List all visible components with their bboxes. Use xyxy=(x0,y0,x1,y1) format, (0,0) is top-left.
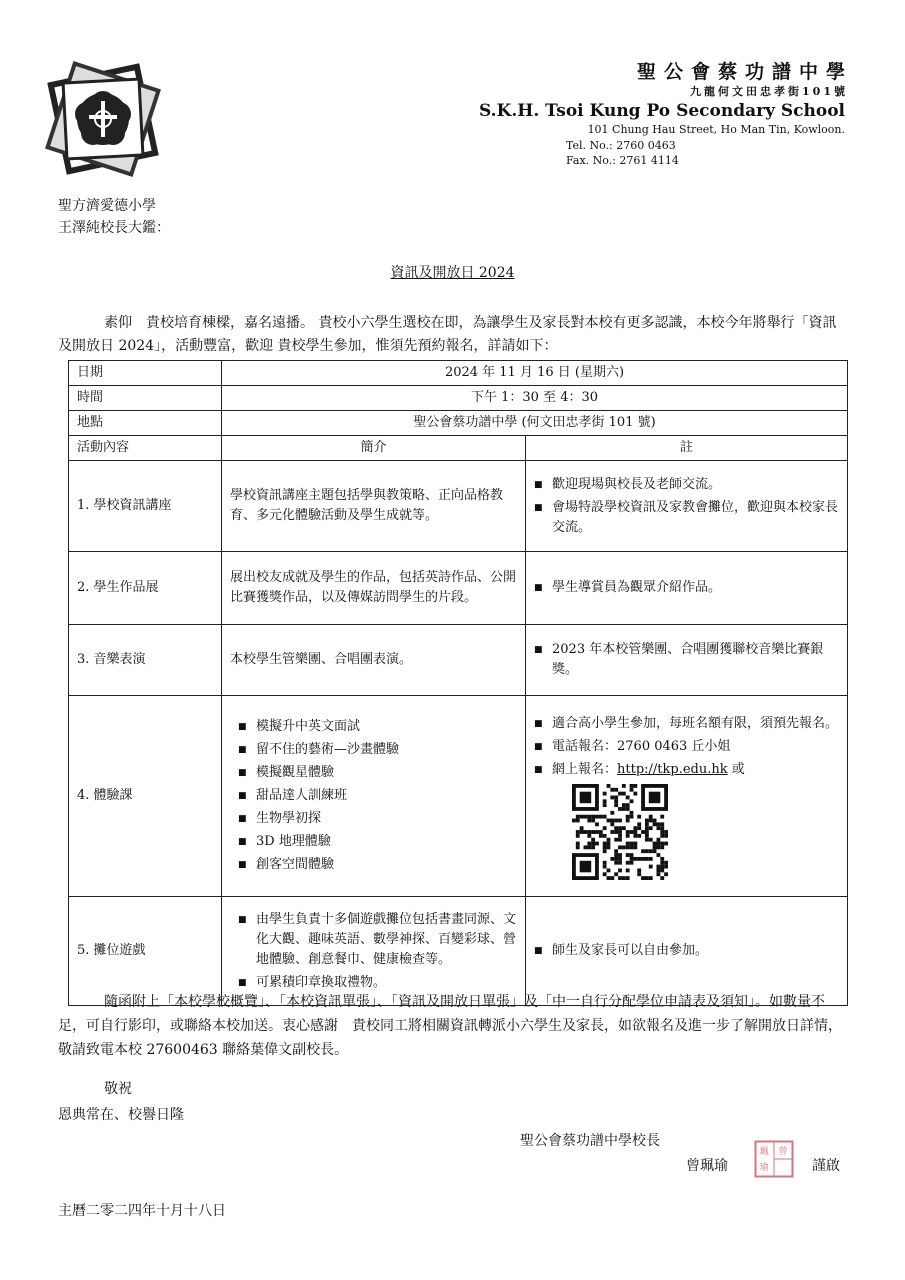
qr-module xyxy=(626,868,630,872)
letter-title-text: 資訊及開放日 2024 xyxy=(390,265,515,281)
qr-module xyxy=(610,830,614,834)
qr-module xyxy=(641,876,645,880)
intro-item: ■ 3D 地理體驗 xyxy=(238,832,517,852)
qr-module xyxy=(626,845,630,849)
qr-module xyxy=(630,830,634,834)
qr-module xyxy=(664,872,668,876)
qr-module xyxy=(607,841,611,845)
time-label: 時間 xyxy=(69,386,222,411)
qr-module xyxy=(630,860,634,864)
qr-module xyxy=(660,841,664,845)
qr-module xyxy=(637,814,641,818)
table-row xyxy=(69,411,848,436)
qr-module xyxy=(622,807,626,811)
qr-module xyxy=(664,864,668,868)
qr-module xyxy=(637,868,641,872)
qr-module xyxy=(664,830,668,834)
activity-name: 4. 體驗課 xyxy=(69,696,222,897)
address-zh: 九龍何文田忠孝街101號 xyxy=(690,85,848,98)
qr-module xyxy=(649,864,653,868)
qr-module xyxy=(622,826,626,830)
qr-module xyxy=(610,810,614,814)
intro-item: ■ 模擬升中英文面試 xyxy=(238,717,517,737)
qr-module xyxy=(656,822,660,826)
qr-module xyxy=(584,814,588,818)
qr-module xyxy=(603,814,607,818)
table-row xyxy=(69,625,848,696)
regards: 敬祝 xyxy=(104,1081,132,1097)
qr-module xyxy=(591,841,595,845)
qr-module xyxy=(591,837,595,841)
qr-module xyxy=(614,856,618,860)
qr-module xyxy=(626,818,630,822)
qr-module xyxy=(587,830,591,834)
principal-title: 聖公會蔡功譜中學校長 xyxy=(520,1133,660,1149)
table-row xyxy=(69,361,848,386)
qr-module xyxy=(618,853,622,857)
principal-name: 曾珮瑜 xyxy=(686,1158,728,1174)
fax-number: Fax. No.: 2761 4114 xyxy=(566,154,679,167)
qr-module xyxy=(664,841,668,845)
qr-module xyxy=(580,826,584,830)
qr-module xyxy=(649,814,653,818)
qr-module xyxy=(626,841,630,845)
qr-finder xyxy=(580,791,592,803)
seal-stamp-icon xyxy=(754,1140,794,1178)
qr-module xyxy=(626,795,630,799)
qr-code-icon[interactable] xyxy=(572,784,668,880)
activity-intro: 學校資訊講座主題包括學與教策略、正向品格教育、多元化體驗活動及學生成就等。 xyxy=(222,461,526,552)
qr-module xyxy=(645,837,649,841)
qr-module xyxy=(660,830,664,834)
svg-text:珮: 珮 xyxy=(759,1147,769,1157)
qr-module xyxy=(618,830,622,834)
qr-module xyxy=(587,833,591,837)
qr-module xyxy=(641,856,645,860)
qr-module xyxy=(653,822,657,826)
qr-module xyxy=(599,830,603,834)
qr-module xyxy=(645,826,649,830)
letter-title xyxy=(0,262,905,282)
qr-module xyxy=(580,830,584,834)
addressee xyxy=(58,195,170,239)
svg-text:曾: 曾 xyxy=(778,1147,788,1157)
qr-module xyxy=(645,818,649,822)
qr-module xyxy=(618,837,622,841)
header-activity: 活動內容 xyxy=(69,436,222,461)
qr-module xyxy=(622,791,626,795)
qr-module xyxy=(626,876,630,880)
registration-link[interactable]: http://tkp.edu.hk xyxy=(617,761,728,777)
intro-item: ■ 由學生負責十多個遊戲攤位包括書畫同源、文化大觀、趣味英語、數學神探、百變彩球、營地體驗、創意餐巾、健康檢查等。 xyxy=(238,910,517,970)
qr-module xyxy=(630,856,634,860)
intro-paragraph: 素仰 貴校培育棟樑，嘉名遠播。 貴校小六學生選校在即，為讓學生及家長對本校有更多認識，本校今年將舉行「資訊及開放日 2024」，活動豐富，歡迎 貴校學生參加，惟須先預約報名，詳請如下： xyxy=(58,315,837,354)
qr-module xyxy=(603,864,607,868)
qr-module xyxy=(614,853,618,857)
qr-module xyxy=(656,841,660,845)
online-label: 網上報名： xyxy=(552,761,618,777)
qr-module xyxy=(633,784,637,788)
qr-module xyxy=(649,826,653,830)
qr-module xyxy=(618,845,622,849)
table-row xyxy=(69,552,848,625)
qr-module xyxy=(607,837,611,841)
qr-module xyxy=(645,830,649,834)
qr-module xyxy=(614,837,618,841)
qr-module xyxy=(660,833,664,837)
qr-module xyxy=(618,826,622,830)
qr-module xyxy=(618,876,622,880)
qr-module xyxy=(595,841,599,845)
qr-module xyxy=(603,791,607,795)
qr-module xyxy=(660,856,664,860)
qr-module xyxy=(656,872,660,876)
qr-module xyxy=(649,818,653,822)
qr-module xyxy=(630,845,634,849)
qr-module xyxy=(576,830,580,834)
qr-module xyxy=(645,876,649,880)
qr-module xyxy=(656,868,660,872)
table-row xyxy=(69,696,848,897)
qr-module xyxy=(580,814,584,818)
qr-module xyxy=(637,856,641,860)
qr-module xyxy=(603,860,607,864)
activity-name: 5. 攤位遊戲 xyxy=(69,897,222,1006)
qr-module xyxy=(630,799,634,803)
qr-module xyxy=(610,822,614,826)
qr-module xyxy=(649,856,653,860)
qr-module xyxy=(614,830,618,834)
activity-notes xyxy=(526,461,848,552)
qr-module xyxy=(595,830,599,834)
letterhead xyxy=(479,60,853,137)
qr-module xyxy=(591,818,595,822)
qr-module xyxy=(664,833,668,837)
qr-module xyxy=(656,826,660,830)
online-suffix: 或 xyxy=(727,761,745,777)
note-item xyxy=(534,760,839,780)
qr-module xyxy=(618,818,622,822)
activity-name: 1. 學校資訊講座 xyxy=(69,461,222,552)
qr-module xyxy=(618,856,622,860)
qr-module xyxy=(614,826,618,830)
qr-module xyxy=(603,826,607,830)
details-table xyxy=(68,360,848,1006)
qr-module xyxy=(637,872,641,876)
svg-text:瑜: 瑜 xyxy=(759,1163,769,1173)
qr-module xyxy=(653,849,657,853)
qr-module xyxy=(626,833,630,837)
qr-module xyxy=(614,799,618,803)
note-item: ■ 適合高小學生參加，每班名額有限，須預先報名。 xyxy=(534,714,839,734)
school-logo-icon xyxy=(44,60,162,178)
note-item: ■ 電話報名：2760 0463 丘小姐 xyxy=(534,737,839,757)
qr-module xyxy=(626,803,630,807)
qr-module xyxy=(603,803,607,807)
qr-module xyxy=(595,814,599,818)
qr-module xyxy=(618,833,622,837)
qr-module xyxy=(660,814,664,818)
note-item: ■ 會場特設學校資訊及家教會攤位，歡迎與本校家長交流。 xyxy=(534,498,839,538)
qr-module xyxy=(633,856,637,860)
header-notes: 註 xyxy=(526,436,848,461)
qr-module xyxy=(622,876,626,880)
qr-module xyxy=(603,872,607,876)
qr-module xyxy=(633,833,637,837)
qr-module xyxy=(603,841,607,845)
school-name-en: S.K.H. Tsoi Kung Po Secondary School xyxy=(479,101,845,121)
qr-module xyxy=(614,860,618,864)
header-intro: 簡介 xyxy=(222,436,526,461)
qr-module xyxy=(653,818,657,822)
qr-module xyxy=(637,833,641,837)
note-item: ■ 2023 年本校管樂團、合唱團獲聯校音樂比賽銀獎。 xyxy=(534,640,839,680)
date-value: 2024 年 11 月 16 日 (星期六) xyxy=(222,361,848,386)
activity-notes xyxy=(526,625,848,696)
qr-module xyxy=(626,853,630,857)
qr-module xyxy=(618,860,622,864)
qr-module xyxy=(607,818,611,822)
qr-module xyxy=(576,833,580,837)
qr-module xyxy=(626,860,630,864)
intro-item: ■ 生物學初探 xyxy=(238,809,517,829)
intro-item: ■ 留不住的藝術—沙畫體驗 xyxy=(238,740,517,760)
qr-module xyxy=(656,837,660,841)
qr-module xyxy=(576,841,580,845)
qr-module xyxy=(633,791,637,795)
qr-module xyxy=(614,818,618,822)
qr-module xyxy=(660,876,664,880)
qr-module xyxy=(587,818,591,822)
qr-module xyxy=(576,845,580,849)
qr-module xyxy=(614,803,618,807)
addressee-school: 聖方濟愛德小學 xyxy=(58,198,156,214)
qr-module xyxy=(591,814,595,818)
qr-module xyxy=(633,845,637,849)
qr-module xyxy=(641,830,645,834)
blessing: 恩典常在、校譽日隆 xyxy=(58,1107,184,1123)
activity-name: 3. 音樂表演 xyxy=(69,625,222,696)
qr-module xyxy=(622,784,626,788)
sign-off: 謹啟 xyxy=(812,1158,840,1174)
qr-module xyxy=(614,795,618,799)
qr-module xyxy=(660,845,664,849)
qr-module xyxy=(603,845,607,849)
qr-module xyxy=(630,784,634,788)
qr-module xyxy=(618,868,622,872)
qr-module xyxy=(610,818,614,822)
venue-label: 地點 xyxy=(69,411,222,436)
qr-module xyxy=(591,845,595,849)
activity-intro: 展出校友成就及學生的作品，包括英詩作品、公開比賽獲獎作品，以及傳媒訪問學生的片段。 xyxy=(222,552,526,625)
intro-item: ■ 可累積印章換取禮物。 xyxy=(238,973,517,993)
qr-module xyxy=(649,849,653,853)
qr-module xyxy=(607,868,611,872)
qr-module xyxy=(599,814,603,818)
qr-module xyxy=(595,822,599,826)
qr-module xyxy=(614,872,618,876)
qr-module xyxy=(610,876,614,880)
qr-module xyxy=(656,845,660,849)
table-row xyxy=(69,461,848,552)
qr-module xyxy=(637,822,641,826)
activity-intro xyxy=(222,696,526,897)
qr-module xyxy=(603,849,607,853)
qr-module xyxy=(591,830,595,834)
qr-module xyxy=(645,833,649,837)
venue-value: 聖公會蔡功譜中學 (何文田忠孝街 101 號) xyxy=(222,411,848,436)
qr-module xyxy=(587,814,591,818)
qr-module xyxy=(630,810,634,814)
date-label: 日期 xyxy=(69,361,222,386)
table-row xyxy=(69,386,848,411)
qr-module xyxy=(584,830,588,834)
contact-block xyxy=(566,138,679,168)
qr-module xyxy=(630,841,634,845)
intro-item: ■ 模擬觀星體驗 xyxy=(238,763,517,783)
qr-module xyxy=(641,849,645,853)
time-value: 下午 1：30 至 4：30 xyxy=(222,386,848,411)
qr-module xyxy=(645,849,649,853)
activity-notes xyxy=(526,696,848,897)
intro-item: ■ 甜品達人訓練班 xyxy=(238,786,517,806)
qr-finder xyxy=(580,860,592,872)
qr-module xyxy=(645,856,649,860)
qr-module xyxy=(610,787,614,791)
qr-module xyxy=(626,830,630,834)
qr-module xyxy=(660,864,664,868)
qr-module xyxy=(614,849,618,853)
qr-module xyxy=(660,868,664,872)
qr-module xyxy=(607,784,611,788)
qr-module xyxy=(653,841,657,845)
qr-module xyxy=(576,814,580,818)
qr-module xyxy=(614,787,618,791)
school-name-zh: 聖公會蔡功譜中學 xyxy=(636,61,853,83)
qr-module xyxy=(622,845,626,849)
qr-module xyxy=(645,822,649,826)
qr-module xyxy=(649,876,653,880)
qr-module xyxy=(610,795,614,799)
qr-module xyxy=(576,818,580,822)
table-header-row xyxy=(69,436,848,461)
qr-module xyxy=(584,845,588,849)
qr-module xyxy=(618,807,622,811)
qr-module xyxy=(630,814,634,818)
qr-module xyxy=(637,826,641,830)
qr-module xyxy=(603,799,607,803)
intro-item: ■ 創客空間體驗 xyxy=(238,855,517,875)
letter-date: 主曆二零二四年十月十八日 xyxy=(58,1203,226,1219)
addressee-recipient: 王澤純校長大鑑： xyxy=(58,220,170,236)
qr-module xyxy=(610,856,614,860)
qr-module xyxy=(603,833,607,837)
qr-finder xyxy=(649,791,661,803)
qr-module xyxy=(660,826,664,830)
qr-module xyxy=(599,833,603,837)
qr-module xyxy=(572,818,576,822)
qr-module xyxy=(649,837,653,841)
note-item: ■ 師生及家長可以自由參加。 xyxy=(534,941,839,961)
tel-number: Tel. No.: 2760 0463 xyxy=(566,139,676,152)
qr-module xyxy=(587,845,591,849)
qr-module xyxy=(626,807,630,811)
qr-module xyxy=(607,845,611,849)
qr-module xyxy=(622,803,626,807)
qr-module xyxy=(660,822,664,826)
qr-module xyxy=(660,860,664,864)
qr-module xyxy=(626,814,630,818)
qr-module xyxy=(656,853,660,857)
closing-paragraph: 隨函附上「本校學校概覽」、「本校資訊單張」、「資訊及開放日單張」及「中一自行分配學位申請表及須知」。如數量不足，可自行影印，或聯絡本校加送。衷心感謝 貴校同工將相關資訊轉派小六學生及家長，如欲報名及進一步了解開放日詳情，敬請致電本校 27600463 聯絡葉偉文副校長。 xyxy=(58,994,842,1058)
qr-module xyxy=(607,876,611,880)
qr-module xyxy=(664,860,668,864)
qr-module xyxy=(630,853,634,857)
activity-notes xyxy=(526,552,848,625)
qr-module xyxy=(633,826,637,830)
note-item: ■ 歡迎現場與校長及老師交流。 xyxy=(534,475,839,495)
qr-module xyxy=(633,830,637,834)
qr-module xyxy=(630,787,634,791)
qr-module xyxy=(633,841,637,845)
qr-module xyxy=(618,791,622,795)
qr-module xyxy=(587,841,591,845)
qr-module xyxy=(656,864,660,868)
qr-module xyxy=(653,845,657,849)
note-item: ■ 學生導賞員為觀眾介紹作品。 xyxy=(534,578,839,598)
activity-name: 2. 學生作品展 xyxy=(69,552,222,625)
activity-intro: 本校學生管樂團、合唱團表演。 xyxy=(222,625,526,696)
address-en: 101 Chung Hau Street, Ho Man Tin, Kowloon. xyxy=(587,123,845,136)
